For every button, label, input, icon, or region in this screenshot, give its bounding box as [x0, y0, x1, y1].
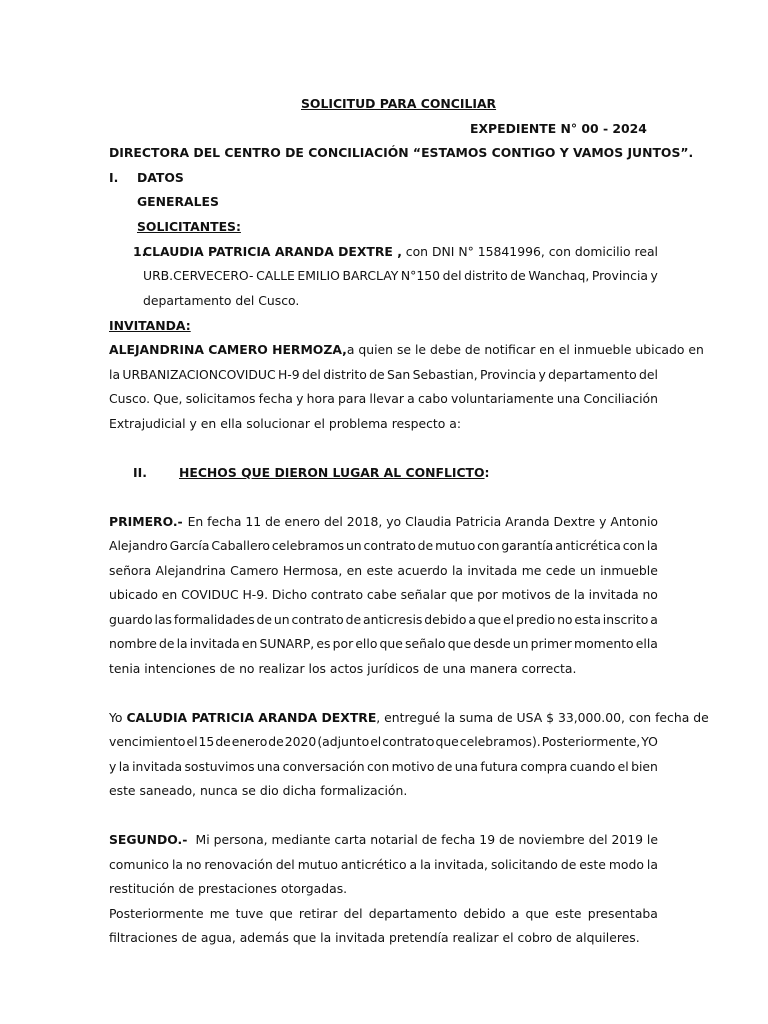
word: compra — [520, 759, 568, 774]
word: invitada — [467, 563, 518, 578]
word: una — [556, 391, 581, 406]
word: departamento — [548, 367, 637, 382]
primero-line4 — [109, 587, 658, 603]
word: CALLE — [256, 268, 295, 283]
word: formalidades — [173, 612, 255, 627]
word: YO — [641, 734, 658, 749]
word: y — [109, 759, 117, 774]
section2-heading — [179, 465, 490, 481]
word: la — [646, 538, 658, 553]
word: y — [538, 367, 546, 382]
word: Dicho — [271, 587, 308, 602]
solicitante-line1-rest: con DNI N° 15841996, con domicilio real — [405, 244, 658, 259]
document-title: SOLICITUD PARA CONCILIAR — [301, 96, 497, 111]
primero-line3 — [109, 563, 658, 579]
yo-line4: este saneado, nunca se dio dicha formalización. — [109, 783, 408, 798]
word: Wanchaq, — [528, 268, 590, 283]
word: me — [521, 563, 542, 578]
word: futura — [480, 759, 518, 774]
word: hora — [306, 391, 335, 406]
word: contrato — [310, 587, 364, 602]
yo-prefix: Yo — [109, 710, 123, 725]
word: bien — [631, 759, 658, 774]
word: URBANIZACIONCOVIDUC — [122, 367, 276, 382]
word: con — [366, 759, 390, 774]
word: Posteriormente — [109, 906, 204, 921]
word: un — [512, 636, 529, 651]
primero-label: PRIMERO.- — [109, 514, 183, 529]
word: SUNARP, — [259, 636, 315, 651]
word: cabo — [417, 391, 448, 406]
word: debido — [463, 906, 506, 921]
segundo-line1-rest: Mi persona, mediante carta notarial de fecha 19 de noviembre del 2019 le — [195, 832, 658, 847]
invitanda-line2 — [109, 367, 658, 383]
word: COVIDUC — [181, 587, 239, 602]
segundo-line2-text — [109, 857, 658, 873]
word: llevar — [369, 391, 404, 406]
word: señalar — [400, 587, 447, 602]
word: de — [369, 367, 385, 382]
segundo-line4-text — [109, 906, 658, 922]
section1-heading-line2: GENERALES — [137, 194, 219, 209]
word: con — [622, 538, 645, 553]
word: Conciliación — [583, 391, 658, 406]
word: ella — [635, 636, 658, 651]
word: inmueble — [600, 563, 658, 578]
word: comunico — [109, 857, 170, 872]
word: que — [435, 734, 459, 749]
word: URB.CERVECERO- — [143, 268, 254, 283]
word: 15 — [198, 734, 215, 749]
word: mutuo — [435, 538, 476, 553]
word: vencimiento — [109, 734, 186, 749]
word: solicitando — [490, 857, 558, 872]
section1-heading-line1: DATOS — [137, 170, 184, 185]
word: este — [555, 906, 582, 921]
word: señalo — [405, 636, 446, 651]
word: Provincia — [480, 367, 537, 382]
word: H-9. — [242, 587, 269, 602]
segundo-line1 — [109, 832, 658, 848]
word: en — [346, 563, 363, 578]
word: sostuvimos — [184, 759, 255, 774]
word: H-9 — [277, 367, 300, 382]
word: cuando — [569, 759, 616, 774]
invitanda-line2-text — [109, 367, 658, 383]
word: anticrética — [555, 538, 621, 553]
word: renovación — [204, 857, 273, 872]
word: un — [273, 612, 290, 627]
word: la — [109, 367, 121, 382]
word: guardo — [109, 612, 153, 627]
word: de — [554, 587, 571, 602]
word: conversación — [282, 759, 365, 774]
word: esta — [574, 612, 601, 627]
yo-line1-lead — [109, 710, 376, 726]
word: que — [450, 587, 474, 602]
word: no — [185, 857, 202, 872]
word: una — [454, 759, 478, 774]
segundo-line5: filtraciones de agua, además que la invitada pretendía realizar el cobro de alquileres. — [109, 930, 640, 945]
word: en — [161, 587, 178, 602]
word: Caballero — [211, 538, 270, 553]
word: y — [296, 391, 304, 406]
word: a — [511, 906, 520, 921]
word: señora — [109, 563, 152, 578]
solicitante-line1 — [143, 244, 658, 260]
word: que — [447, 636, 472, 651]
yo-line1 — [109, 710, 709, 726]
word: este — [579, 857, 606, 872]
invitanda-line1-rest: a quien se le debe de notificar en el inmueble ubicado en — [346, 342, 704, 357]
word: una — [256, 759, 281, 774]
word: del — [275, 857, 295, 872]
word: distrito — [464, 268, 508, 283]
word: a — [407, 391, 415, 406]
word: ello — [355, 636, 378, 651]
word: N°150 — [400, 268, 441, 283]
word: invitada — [189, 636, 240, 651]
word: contrato — [291, 612, 344, 627]
word: tuve — [235, 906, 264, 921]
word: de — [215, 734, 231, 749]
primero-line4-text — [109, 587, 658, 603]
word: Provincia — [591, 268, 648, 283]
word: motivos — [501, 587, 551, 602]
addressee: DIRECTORA DEL CENTRO DE CONCILIACIÓN “ESTAMOS CONTIGO Y VAMOS JUNTOS”. — [109, 145, 694, 160]
word: invitada — [132, 759, 183, 774]
word: nombre — [109, 636, 157, 651]
primero-line6 — [109, 636, 658, 652]
word: que — [269, 906, 293, 921]
word: Que, — [153, 391, 183, 406]
word: de — [345, 612, 362, 627]
word: la — [573, 587, 585, 602]
word: garantía — [501, 538, 554, 553]
word: departamento — [368, 906, 458, 921]
solicitantes-label: SOLICITANTES: — [137, 219, 241, 234]
yo-name: CALUDIA PATRICIA ARANDA DEXTRE — [126, 710, 377, 725]
word: anticrético — [340, 857, 407, 872]
word: mutuo — [297, 857, 338, 872]
word: no — [557, 612, 573, 627]
yo-line3 — [109, 759, 658, 775]
word: la — [451, 563, 464, 578]
section2-heading-text: HECHOS QUE DIERON LUGAR AL CONFLICTO — [179, 465, 485, 480]
word: para — [338, 391, 367, 406]
word: invitada — [588, 587, 639, 602]
word: en — [241, 636, 258, 651]
word: Alejandrina — [155, 563, 226, 578]
word: presentaba — [587, 906, 658, 921]
yo-line3-text — [109, 759, 658, 775]
primero-line5-text — [109, 612, 658, 628]
word: invitada, — [434, 857, 488, 872]
word: Camero — [230, 563, 279, 578]
word: de — [158, 636, 175, 651]
word: 2020 — [284, 734, 317, 749]
word: el — [370, 734, 382, 749]
word: de — [256, 612, 273, 627]
segundo-line2 — [109, 857, 658, 873]
invitanda-line3 — [109, 391, 658, 407]
segundo-line4 — [109, 906, 658, 922]
word: el — [503, 612, 515, 627]
word: la — [646, 857, 658, 872]
word: Hermosa, — [282, 563, 343, 578]
invitanda-name: ALEJANDRINA CAMERO HERMOZA, — [109, 342, 347, 357]
word: ubicado — [109, 587, 159, 602]
word: BARCLAY — [342, 268, 399, 283]
word: este — [366, 563, 394, 578]
word: que — [379, 636, 403, 651]
word: enero — [231, 734, 268, 749]
invitanda-line4: Extrajudicial y en ella solucionar el problema respecto a: — [109, 416, 462, 431]
primero-line5 — [109, 612, 658, 628]
word: retirar — [298, 906, 338, 921]
word: del — [442, 268, 462, 283]
word: que — [477, 612, 502, 627]
word: contrato — [363, 538, 416, 553]
word: debido — [424, 612, 467, 627]
word: a — [650, 612, 658, 627]
primero-line3-text — [109, 563, 658, 579]
section2-number: II. — [133, 465, 147, 480]
invitanda-line1 — [109, 342, 704, 358]
word: me — [209, 906, 230, 921]
word: motivo — [391, 759, 435, 774]
word: el — [186, 734, 198, 749]
expediente-number: EXPEDIENTE N° 00 - 2024 — [470, 121, 647, 136]
word: del — [343, 906, 363, 921]
word: un — [345, 538, 362, 553]
word: solicitamos — [185, 391, 256, 406]
yo-line2-text — [109, 734, 658, 750]
word: celebramos — [271, 538, 345, 553]
solicitante-line3: departamento del Cusco. — [143, 293, 300, 308]
word: Cusco. — [109, 391, 151, 406]
word: voluntariamente — [451, 391, 554, 406]
word: con — [477, 538, 500, 553]
word: acuerdo — [397, 563, 448, 578]
word: momento — [574, 636, 634, 651]
word: contrato — [382, 734, 435, 749]
list-item-number: 1. — [133, 244, 147, 259]
word: cabe — [366, 587, 397, 602]
word: de — [436, 759, 453, 774]
word: a — [468, 612, 476, 627]
word: y — [650, 268, 658, 283]
word: de — [268, 734, 284, 749]
primero-line1-rest: En fecha 11 de enero del 2018, yo Claudia Patricia Aranda Dextre y Antonio — [187, 514, 658, 529]
word: la — [420, 857, 432, 872]
invitanda-label: INVITANDA: — [109, 318, 191, 333]
word: la — [118, 759, 130, 774]
word: inscrito — [602, 612, 649, 627]
word: de — [560, 857, 577, 872]
word: a — [409, 857, 418, 872]
invitanda-line3-text — [109, 391, 658, 407]
word: el — [617, 759, 629, 774]
word: fecha — [258, 391, 293, 406]
primero-line6-text — [109, 636, 658, 652]
solicitante-name: CLAUDIA PATRICIA ARANDA DEXTRE , — [143, 244, 402, 259]
word: EMILIO — [297, 268, 340, 283]
word: Sebastian, — [412, 367, 478, 382]
primero-line1 — [109, 514, 658, 530]
word: cede — [545, 563, 576, 578]
yo-line1-rest: , entregué la suma de USA $ 33,000.00, con fecha de — [376, 710, 709, 725]
word: un — [580, 563, 596, 578]
word: Posteriormente, — [541, 734, 641, 749]
solicitante-address — [143, 268, 658, 284]
segundo-line3: restitución de prestaciones otorgadas. — [109, 881, 348, 896]
solicitante-line2 — [143, 268, 658, 284]
word: no — [642, 587, 658, 602]
word: la — [176, 636, 188, 651]
word: primer — [530, 636, 572, 651]
word: distrito — [323, 367, 367, 382]
section1-number: I. — [109, 170, 119, 185]
word: es — [316, 636, 331, 651]
word: la — [171, 857, 184, 872]
word: de — [510, 268, 526, 283]
yo-line2 — [109, 734, 658, 750]
word: por — [477, 587, 498, 602]
primero-line2 — [109, 538, 658, 554]
word: modo — [608, 857, 644, 872]
word: por — [332, 636, 354, 651]
primero-line7: tenia intenciones de no realizar los actos jurídicos de una manera correcta. — [109, 661, 577, 676]
section2-heading-colon: : — [484, 465, 490, 480]
word: celebramos). — [459, 734, 541, 749]
word: de — [417, 538, 434, 553]
word: predio — [516, 612, 556, 627]
word: anticresis — [363, 612, 423, 627]
word: del — [301, 367, 321, 382]
word: las — [154, 612, 173, 627]
word: San — [386, 367, 411, 382]
word: que — [525, 906, 549, 921]
word: García — [169, 538, 210, 553]
word: Alejandro — [109, 538, 168, 553]
word: (adjunto — [317, 734, 370, 749]
segundo-label: SEGUNDO.- — [109, 832, 188, 847]
word: del — [638, 367, 658, 382]
word: desde — [473, 636, 511, 651]
primero-line2-text — [109, 538, 658, 554]
